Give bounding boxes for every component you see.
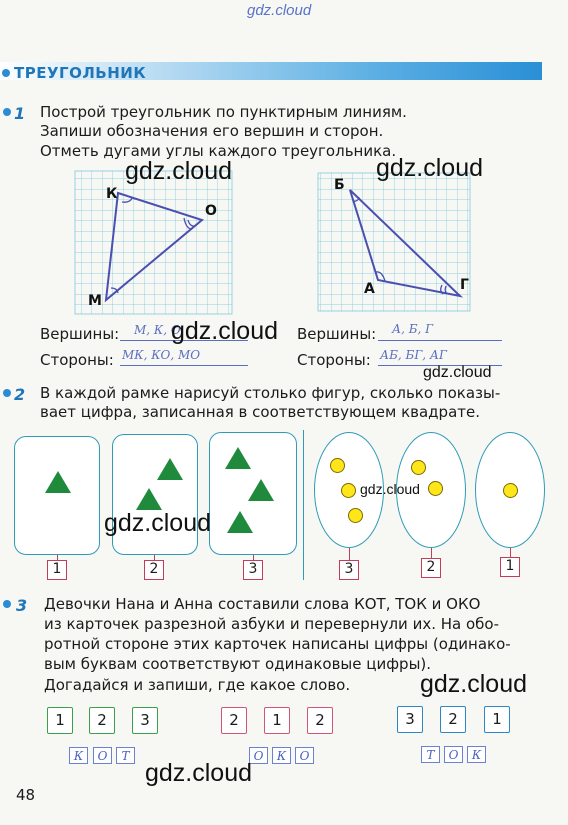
right-vertex-b: Б <box>334 177 345 193</box>
answer-letter: К <box>69 747 88 764</box>
watermark: gdz.cloud <box>423 364 492 381</box>
watermark: gdz.cloud <box>360 481 420 497</box>
left-sides-label: Стороны: <box>40 351 114 369</box>
left-vertex-m: М <box>88 293 102 309</box>
task1-line-2: Запиши обозначения его вершин и сторон. <box>40 122 384 140</box>
right-vertices-line <box>378 340 502 341</box>
watermark: gdz.cloud <box>376 154 484 182</box>
watermark: gdz.cloud <box>420 670 528 698</box>
right-vertices-value: А, Б, Г <box>392 322 434 336</box>
circle-shape <box>341 483 356 498</box>
task3-line-4: вым буквам соответствуют одинаковые цифры). <box>44 655 432 673</box>
card: 1 <box>484 706 510 733</box>
task3-number: 3 <box>16 596 28 615</box>
frame-1-number: 1 <box>47 560 67 580</box>
left-vertex-o: О <box>205 203 217 219</box>
task3-bullet-icon <box>3 600 11 608</box>
oval-2-number: 2 <box>421 558 441 578</box>
divider <box>303 430 304 580</box>
triangle-shape <box>227 511 253 533</box>
card: 2 <box>89 707 115 734</box>
task1-line-3: Отметь дугами углы каждого треугольника. <box>40 142 397 160</box>
card: 1 <box>47 707 73 734</box>
right-sides-label: Стороны: <box>297 351 371 369</box>
task1-line-1: Построй треугольник по пунктирным линиям. <box>40 103 407 121</box>
task2-bullet-icon <box>3 389 11 397</box>
task2-line-1: В каждой рамке нарисуй столько фигур, сколько показы- <box>40 384 501 402</box>
card: 2 <box>221 707 247 734</box>
right-vertex-g: Г <box>460 277 469 293</box>
answer-letter: К <box>272 747 291 764</box>
triangle-shape <box>45 471 71 493</box>
section-title: ТРЕУГОЛЬНИК <box>14 64 147 82</box>
stem <box>349 548 350 560</box>
watermark: gdz.cloud <box>145 759 253 787</box>
card: 2 <box>440 706 466 733</box>
circle-shape <box>428 481 443 496</box>
triangle-shape <box>225 447 251 469</box>
watermark: gdz.cloud <box>171 317 279 345</box>
card: 2 <box>307 707 333 734</box>
right-vertices-label: Вершины: <box>297 325 377 343</box>
answer-letter: О <box>444 746 463 763</box>
triangle-shape <box>248 479 274 501</box>
task2-number: 2 <box>14 385 26 404</box>
task3-line-2: из карточек разрезной азбуки и перевернули их. На обо- <box>44 615 499 633</box>
circle-shape <box>503 483 518 498</box>
page-number: 48 <box>16 786 36 804</box>
oval-1-number: 3 <box>339 560 359 580</box>
task1-number: 1 <box>14 104 26 123</box>
task3-line-1: Девочки Нана и Анна составили слова КОТ, ТОК и ОКО <box>44 595 481 613</box>
oval-3-number: 1 <box>500 557 520 577</box>
answer-letter: О <box>93 747 112 764</box>
answer-letter: Т <box>116 747 135 764</box>
watermark: gdz.cloud <box>125 157 233 185</box>
left-sides-value: МК, КО, МО <box>122 348 201 362</box>
circle-shape <box>330 458 345 473</box>
right-vertex-a: А <box>364 281 375 297</box>
task1-bullet-icon <box>3 108 11 116</box>
answer-letter: О <box>249 747 268 764</box>
circle-shape <box>348 508 363 523</box>
task3-line-3: ротной стороне этих карточек написаны цифры (одинако- <box>44 635 511 653</box>
circle-shape <box>411 460 426 475</box>
answer-letter: К <box>467 746 486 763</box>
frame-1 <box>14 436 100 555</box>
frame-3-number: 3 <box>243 560 263 580</box>
left-vertex-k: К <box>106 186 118 202</box>
right-sides-value: АБ, БГ, АГ <box>380 348 447 362</box>
left-vertices-value: М, К, О <box>134 323 181 337</box>
frame-2-number: 2 <box>144 560 164 580</box>
card: 3 <box>397 706 423 733</box>
answer-letter: Т <box>421 746 440 763</box>
watermark: gdz.cloud <box>104 509 212 537</box>
section-bullet-icon <box>2 69 10 77</box>
answer-letter: О <box>295 747 314 764</box>
card: 3 <box>132 707 158 734</box>
card: 1 <box>264 707 290 734</box>
triangle-shape <box>157 458 183 480</box>
left-sides-line <box>120 365 248 366</box>
watermark-top: gdz.cloud <box>247 2 312 19</box>
triangle-shape <box>136 488 162 510</box>
left-vertices-label: Вершины: <box>40 325 120 343</box>
task2-line-2: вает цифра, записанная в соответствующем квадрате. <box>40 403 480 421</box>
task3-line-5: Догадайся и запиши, где какое слово. <box>44 676 351 694</box>
